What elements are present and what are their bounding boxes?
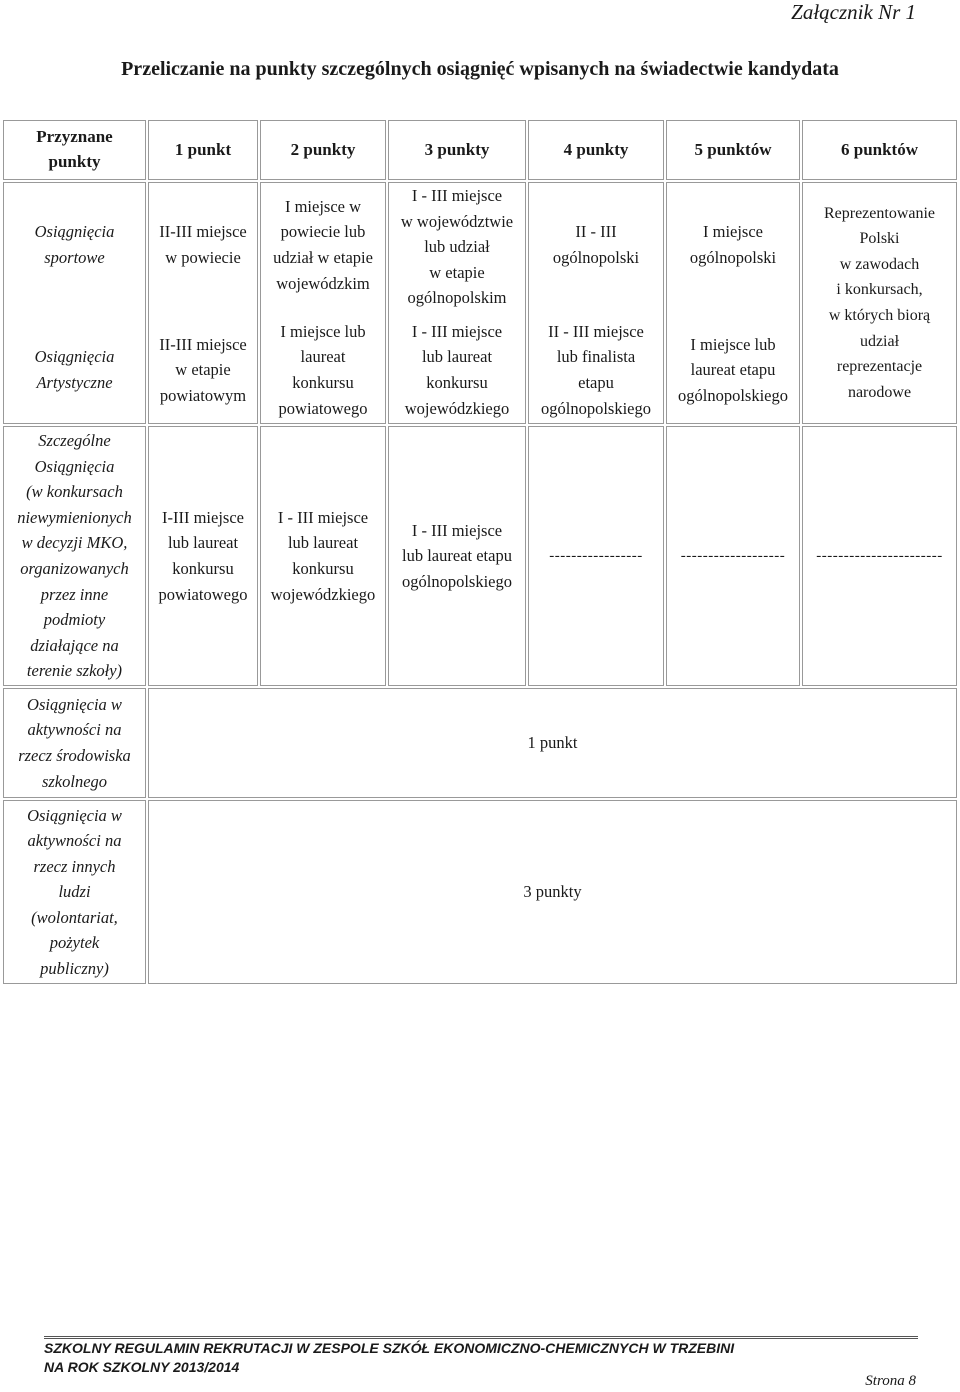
special-5-points: ------------------- <box>666 426 800 686</box>
row-label-special: Szczególne Osiągnięcia (w konkursach niewymienionych w decyzji MKO, organizowanych przez inne podmioty działające na terenie szkoły) <box>3 426 146 686</box>
school-points: 1 punkt <box>148 688 957 798</box>
row-label-art: Osiągnięcia Artystyczne <box>34 347 115 392</box>
art-2-points: I miejsce lub laureat konkursu powiatowego <box>278 321 368 418</box>
row-label-school: Osiągnięcia w aktywności na rzecz środowiska szkolnego <box>3 688 146 798</box>
header-3-points: 3 punkty <box>388 120 526 180</box>
sport-3-points: I - III miejsce w województwie lub udział w etapie ogólnopolskim <box>400 186 514 308</box>
row-label-volunteer: Osiągnięcia w aktywności na rzecz innych ludzi (wolontariat, pożytek publiczny) <box>3 800 146 984</box>
art-5-points: I miejsce lub laureat etapu ogólnopolskiego <box>678 334 788 405</box>
art-4-points: II - III miejsce lub finalista etapu ogólnopolskiego <box>541 321 651 418</box>
row-label-sport: Osiągnięcia sportowe <box>34 222 115 267</box>
page-footer <box>44 1336 918 1377</box>
annex-label: Załącznik Nr 1 <box>791 0 916 24</box>
sport-art-6-points: Reprezentowanie Polski w zawodach i konkursach, w których biorą udział reprezentacje narodowe <box>802 182 957 424</box>
special-4-points: ----------------- <box>528 426 664 686</box>
sport-1-point: II-III miejsce w powiecie <box>159 222 247 267</box>
footer-line-1: SZKOLNY REGULAMIN REKRUTACJI W ZESPOLE SZKÓŁ EKONOMICZNO-CHEMICZNYCH W TRZEBINI <box>44 1340 735 1356</box>
header-1-point: 1 punkt <box>148 120 258 180</box>
sport-4-points: II - III ogólnopolski <box>552 222 640 267</box>
special-3-points: I - III miejsce lub laureat etapu ogólnopolskiego <box>388 426 526 686</box>
volunteer-points: 3 punkty <box>148 800 957 984</box>
header-2-points: 2 punkty <box>260 120 386 180</box>
special-2-points: I - III miejsce lub laureat konkursu wojewódzkiego <box>260 426 386 686</box>
special-1-point: I-III miejsce lub laureat konkursu powiatowego <box>148 426 258 686</box>
sport-2-points: I miejsce w powiecie lub udział w etapie wojewódzkim <box>273 196 373 293</box>
header-6-points: 6 punktów <box>802 120 957 180</box>
document-title: Przeliczanie na punkty szczególnych osiągnięć wpisanych na świadectwie kandydata <box>121 58 839 80</box>
footer-line-2: NA ROK SZKOLNY 2013/2014 <box>44 1359 240 1375</box>
special-6-points: ----------------------- <box>802 426 957 686</box>
header-awarded-points: Przyznane punkty <box>3 120 146 180</box>
header-4-points: 4 punkty <box>528 120 664 180</box>
page-number: Strona 8 <box>865 1373 916 1389</box>
art-3-points: I - III miejsce lub laureat konkursu wojewódzkiego <box>404 321 510 418</box>
sport-5-points: I miejsce ogólnopolski <box>689 222 777 267</box>
header-5-points: 5 punktów <box>666 120 800 180</box>
art-1-point: II-III miejsce w etapie powiatowym <box>159 334 247 405</box>
